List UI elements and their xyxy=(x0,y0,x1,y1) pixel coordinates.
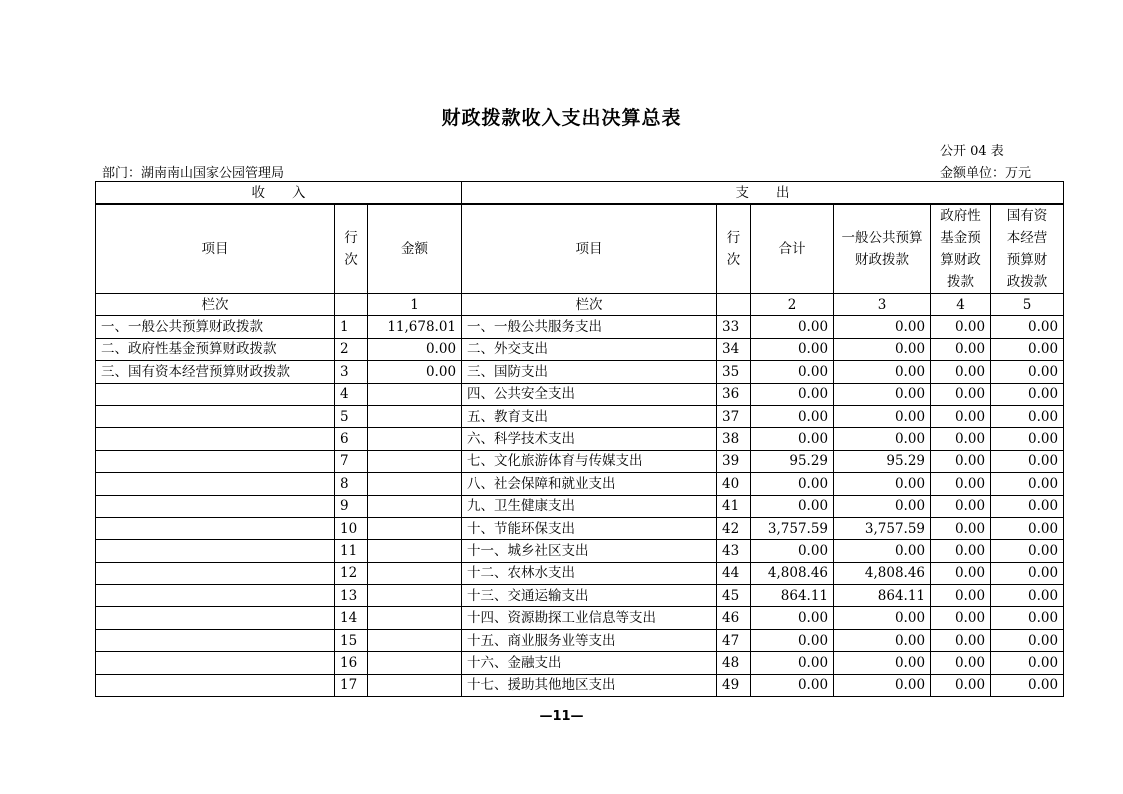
general-budget-cell: 0.00 xyxy=(834,629,931,651)
fiscal-appropriation-table xyxy=(95,181,1064,697)
expense-item-cell: 六、科学技术支出 xyxy=(462,428,717,450)
expense-line-cell: 33 xyxy=(717,316,751,338)
income-item-cell: 二、政府性基金预算财政拨款 xyxy=(96,338,335,360)
col-index-3: 3 xyxy=(834,294,931,316)
income-line-cell: 8 xyxy=(335,473,368,495)
amount-unit-label: 金额单位：万元 xyxy=(940,166,1032,181)
gov-fund-cell: 0.00 xyxy=(931,473,991,495)
total-cell: 0.00 xyxy=(751,674,834,696)
income-amount-cell xyxy=(368,473,462,495)
general-budget-cell: 0.00 xyxy=(834,652,931,674)
total-cell: 0.00 xyxy=(751,652,834,674)
col-index-empty xyxy=(335,294,368,316)
table-row xyxy=(96,338,1064,360)
total-cell: 0.00 xyxy=(751,383,834,405)
state-capital-cell: 0.00 xyxy=(991,540,1064,562)
expense-section-header: 支 出 xyxy=(462,182,1064,205)
general-budget-cell: 0.00 xyxy=(834,428,931,450)
income-amount-cell xyxy=(368,540,462,562)
table-row xyxy=(96,607,1064,629)
gov-fund-cell: 0.00 xyxy=(931,383,991,405)
income-amount-cell xyxy=(368,428,462,450)
total-cell: 864.11 xyxy=(751,585,834,607)
income-line-cell: 11 xyxy=(335,540,368,562)
state-capital-cell: 0.00 xyxy=(991,562,1064,584)
income-line-cell: 16 xyxy=(335,652,368,674)
total-cell: 0.00 xyxy=(751,405,834,427)
table-row xyxy=(96,585,1064,607)
total-cell: 0.00 xyxy=(751,473,834,495)
total-cell: 0.00 xyxy=(751,428,834,450)
header-state-capital-budget: 国有资本经营预算财政拨款 xyxy=(991,204,1064,294)
state-capital-cell: 0.00 xyxy=(991,361,1064,383)
income-amount-cell xyxy=(368,607,462,629)
state-capital-cell: 0.00 xyxy=(991,316,1064,338)
header-income-amount: 金额 xyxy=(368,204,462,294)
expense-item-cell: 十、节能环保支出 xyxy=(462,517,717,539)
income-item-cell xyxy=(96,495,335,517)
col-index-label: 栏次 xyxy=(96,294,335,316)
expense-item-cell: 五、教育支出 xyxy=(462,405,717,427)
income-amount-cell xyxy=(368,405,462,427)
state-capital-cell: 0.00 xyxy=(991,495,1064,517)
expense-line-cell: 45 xyxy=(717,585,751,607)
department-label: 部门：湖南南山国家公园管理局 xyxy=(102,166,285,181)
income-item-cell xyxy=(96,540,335,562)
total-cell: 0.00 xyxy=(751,495,834,517)
total-cell: 4,808.46 xyxy=(751,562,834,584)
general-budget-cell: 0.00 xyxy=(834,674,931,696)
table-row xyxy=(96,383,1064,405)
general-budget-cell: 0.00 xyxy=(834,316,931,338)
income-line-cell: 6 xyxy=(335,428,368,450)
general-budget-cell: 0.00 xyxy=(834,495,931,517)
expense-line-cell: 46 xyxy=(717,607,751,629)
income-amount-cell xyxy=(368,652,462,674)
expense-line-cell: 41 xyxy=(717,495,751,517)
column-header-row xyxy=(96,204,1064,294)
general-budget-cell: 0.00 xyxy=(834,383,931,405)
state-capital-cell: 0.00 xyxy=(991,473,1064,495)
expense-item-cell: 十四、资源勘探工业信息等支出 xyxy=(462,607,717,629)
gov-fund-cell: 0.00 xyxy=(931,607,991,629)
income-line-cell: 1 xyxy=(335,316,368,338)
col-index-1: 1 xyxy=(368,294,462,316)
state-capital-cell: 0.00 xyxy=(991,517,1064,539)
col-index-2: 2 xyxy=(751,294,834,316)
total-cell: 95.29 xyxy=(751,450,834,472)
table-row xyxy=(96,405,1064,427)
gov-fund-cell: 0.00 xyxy=(931,361,991,383)
form-number: 公开 04 表 xyxy=(940,144,1004,159)
general-budget-cell: 0.00 xyxy=(834,338,931,360)
income-line-cell: 14 xyxy=(335,607,368,629)
total-cell: 0.00 xyxy=(751,361,834,383)
header-income-line: 行次 xyxy=(335,204,368,294)
income-amount-cell xyxy=(368,674,462,696)
state-capital-cell: 0.00 xyxy=(991,585,1064,607)
general-budget-cell: 864.11 xyxy=(834,585,931,607)
income-amount-cell xyxy=(368,383,462,405)
gov-fund-cell: 0.00 xyxy=(931,629,991,651)
page-number: —11— xyxy=(539,709,584,724)
expense-line-cell: 37 xyxy=(717,405,751,427)
income-item-cell: 一、一般公共预算财政拨款 xyxy=(96,316,335,338)
expense-line-cell: 36 xyxy=(717,383,751,405)
income-line-cell: 15 xyxy=(335,629,368,651)
income-item-cell: 三、国有资本经营预算财政拨款 xyxy=(96,361,335,383)
state-capital-cell: 0.00 xyxy=(991,383,1064,405)
income-line-cell: 12 xyxy=(335,562,368,584)
expense-item-cell: 一、一般公共服务支出 xyxy=(462,316,717,338)
gov-fund-cell: 0.00 xyxy=(931,562,991,584)
expense-line-cell: 38 xyxy=(717,428,751,450)
expense-item-cell: 十七、援助其他地区支出 xyxy=(462,674,717,696)
income-amount-cell xyxy=(368,450,462,472)
state-capital-cell: 0.00 xyxy=(991,674,1064,696)
table-row xyxy=(96,473,1064,495)
gov-fund-cell: 0.00 xyxy=(931,450,991,472)
table-row xyxy=(96,316,1064,338)
page-title: 财政拨款收入支出决算总表 xyxy=(441,107,682,129)
expense-item-cell: 十一、城乡社区支出 xyxy=(462,540,717,562)
expense-item-cell: 十三、交通运输支出 xyxy=(462,585,717,607)
expense-item-cell: 七、文化旅游体育与传媒支出 xyxy=(462,450,717,472)
expense-line-cell: 47 xyxy=(717,629,751,651)
general-budget-cell: 3,757.59 xyxy=(834,517,931,539)
total-cell: 3,757.59 xyxy=(751,517,834,539)
header-total: 合计 xyxy=(751,204,834,294)
table-row xyxy=(96,652,1064,674)
income-section-header: 收 入 xyxy=(96,182,462,205)
income-amount-cell: 0.00 xyxy=(368,361,462,383)
income-item-cell xyxy=(96,428,335,450)
expense-item-cell: 十五、商业服务业等支出 xyxy=(462,629,717,651)
state-capital-cell: 0.00 xyxy=(991,405,1064,427)
general-budget-cell: 0.00 xyxy=(834,473,931,495)
income-amount-cell xyxy=(368,585,462,607)
income-item-cell xyxy=(96,517,335,539)
table-row xyxy=(96,629,1064,651)
general-budget-cell: 4,808.46 xyxy=(834,562,931,584)
expense-line-cell: 44 xyxy=(717,562,751,584)
gov-fund-cell: 0.00 xyxy=(931,428,991,450)
table-row xyxy=(96,517,1064,539)
income-amount-cell xyxy=(368,517,462,539)
column-index-row xyxy=(96,294,1064,316)
header-income-item: 项目 xyxy=(96,204,335,294)
header-expense-line: 行次 xyxy=(717,204,751,294)
income-item-cell xyxy=(96,450,335,472)
expense-item-cell: 十二、农林水支出 xyxy=(462,562,717,584)
income-item-cell xyxy=(96,383,335,405)
gov-fund-cell: 0.00 xyxy=(931,405,991,427)
table-row xyxy=(96,428,1064,450)
table-row xyxy=(96,674,1064,696)
gov-fund-cell: 0.00 xyxy=(931,540,991,562)
col-index-empty xyxy=(717,294,751,316)
income-item-cell xyxy=(96,405,335,427)
income-item-cell xyxy=(96,585,335,607)
income-line-cell: 2 xyxy=(335,338,368,360)
income-item-cell xyxy=(96,629,335,651)
income-amount-cell xyxy=(368,562,462,584)
col-index-exp-label: 栏次 xyxy=(462,294,717,316)
header-general-budget: 一般公共预算财政拨款 xyxy=(834,204,931,294)
income-line-cell: 17 xyxy=(335,674,368,696)
income-amount-cell: 11,678.01 xyxy=(368,316,462,338)
table-row xyxy=(96,495,1064,517)
state-capital-cell: 0.00 xyxy=(991,428,1064,450)
expense-line-cell: 49 xyxy=(717,674,751,696)
table-row xyxy=(96,562,1064,584)
general-budget-cell: 0.00 xyxy=(834,607,931,629)
expense-line-cell: 48 xyxy=(717,652,751,674)
expense-line-cell: 43 xyxy=(717,540,751,562)
state-capital-cell: 0.00 xyxy=(991,607,1064,629)
general-budget-cell: 0.00 xyxy=(834,361,931,383)
expense-line-cell: 35 xyxy=(717,361,751,383)
expense-line-cell: 39 xyxy=(717,450,751,472)
expense-item-cell: 三、国防支出 xyxy=(462,361,717,383)
income-item-cell xyxy=(96,607,335,629)
header-gov-fund-budget: 政府性基金预算财政拨款 xyxy=(931,204,991,294)
expense-line-cell: 34 xyxy=(717,338,751,360)
total-cell: 0.00 xyxy=(751,316,834,338)
general-budget-cell: 0.00 xyxy=(834,405,931,427)
header-expense-item: 项目 xyxy=(462,204,717,294)
general-budget-cell: 95.29 xyxy=(834,450,931,472)
gov-fund-cell: 0.00 xyxy=(931,338,991,360)
gov-fund-cell: 0.00 xyxy=(931,517,991,539)
expense-item-cell: 八、社会保障和就业支出 xyxy=(462,473,717,495)
state-capital-cell: 0.00 xyxy=(991,629,1064,651)
income-amount-cell xyxy=(368,495,462,517)
general-budget-cell: 0.00 xyxy=(834,540,931,562)
table-row xyxy=(96,540,1064,562)
state-capital-cell: 0.00 xyxy=(991,652,1064,674)
expense-line-cell: 42 xyxy=(717,517,751,539)
income-line-cell: 3 xyxy=(335,361,368,383)
gov-fund-cell: 0.00 xyxy=(931,585,991,607)
col-index-5: 5 xyxy=(991,294,1064,316)
income-line-cell: 7 xyxy=(335,450,368,472)
expense-item-cell: 四、公共安全支出 xyxy=(462,383,717,405)
section-header-row xyxy=(96,182,1064,205)
income-item-cell xyxy=(96,562,335,584)
col-index-4: 4 xyxy=(931,294,991,316)
income-line-cell: 10 xyxy=(335,517,368,539)
total-cell: 0.00 xyxy=(751,338,834,360)
income-line-cell: 4 xyxy=(335,383,368,405)
state-capital-cell: 0.00 xyxy=(991,338,1064,360)
income-amount-cell xyxy=(368,629,462,651)
income-line-cell: 13 xyxy=(335,585,368,607)
income-item-cell xyxy=(96,652,335,674)
expense-item-cell: 二、外交支出 xyxy=(462,338,717,360)
table-row xyxy=(96,361,1064,383)
income-amount-cell: 0.00 xyxy=(368,338,462,360)
total-cell: 0.00 xyxy=(751,540,834,562)
state-capital-cell: 0.00 xyxy=(991,450,1064,472)
income-item-cell xyxy=(96,674,335,696)
gov-fund-cell: 0.00 xyxy=(931,674,991,696)
table-row xyxy=(96,450,1064,472)
total-cell: 0.00 xyxy=(751,629,834,651)
income-line-cell: 5 xyxy=(335,405,368,427)
expense-item-cell: 九、卫生健康支出 xyxy=(462,495,717,517)
income-line-cell: 9 xyxy=(335,495,368,517)
gov-fund-cell: 0.00 xyxy=(931,495,991,517)
total-cell: 0.00 xyxy=(751,607,834,629)
expense-item-cell: 十六、金融支出 xyxy=(462,652,717,674)
gov-fund-cell: 0.00 xyxy=(931,652,991,674)
gov-fund-cell: 0.00 xyxy=(931,316,991,338)
income-item-cell xyxy=(96,473,335,495)
expense-line-cell: 40 xyxy=(717,473,751,495)
